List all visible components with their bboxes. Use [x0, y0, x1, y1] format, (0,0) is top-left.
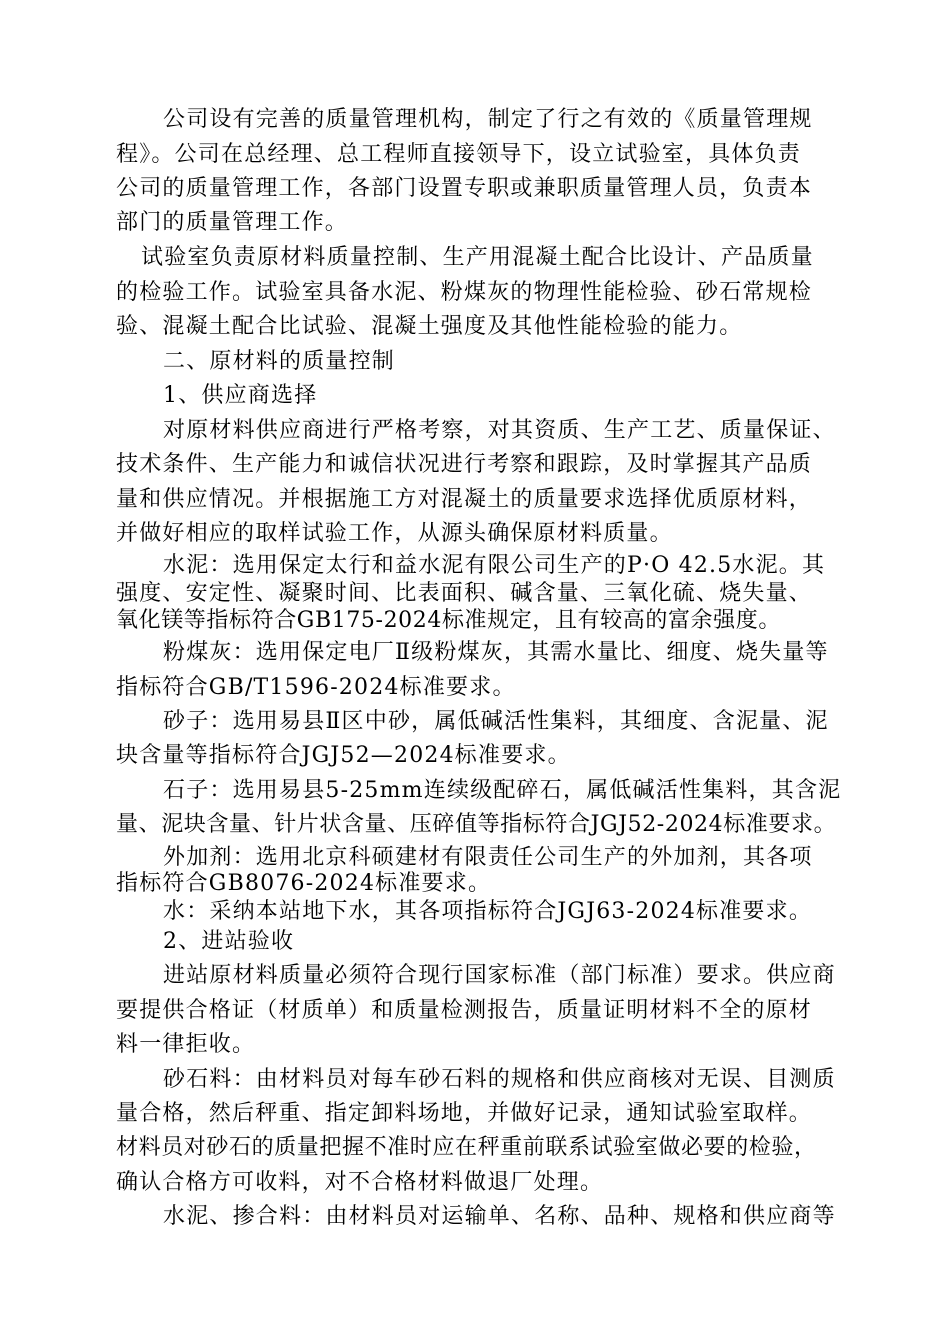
paragraph-line: 试验室负责原材料质量控制、生产用混凝土配合比设计、产品质量	[141, 245, 814, 270]
paragraph-line: 公司的质量管理工作，各部门设置专职或兼职质量管理人员，负责本	[116, 176, 813, 201]
paragraph-line: 料一律拒收。	[116, 1032, 256, 1057]
paragraph-line: 水：采纳本站地下水，其各项指标符合JGJ63-2024标准要求。	[163, 899, 813, 924]
paragraph-line: 材料员对砂石的质量把握不准时应在秤重前联系试验室做必要的检验，	[116, 1135, 817, 1160]
paragraph-line: 技术条件、生产能力和诚信状况进行考察和跟踪，及时掌握其产品质	[116, 452, 813, 477]
section-heading: 二、原材料的质量控制	[163, 349, 396, 374]
paragraph-line: 验、混凝土配合比试验、混凝土强度及其他性能检验的能力。	[116, 314, 743, 339]
paragraph-line: 公司设有完善的质量管理机构，制定了行之有效的《质量管理规	[163, 107, 813, 132]
paragraph-line: 部门的质量管理工作。	[116, 210, 349, 235]
paragraph-line: 砂子：选用易县Ⅱ区中砂，属低碱活性集料，其细度、含泥量、泥	[163, 709, 829, 734]
subsection-heading: 1、供应商选择	[163, 383, 318, 408]
paragraph-line: 水泥：选用保定太行和益水泥有限公司生产的P·O 42.5水泥。其	[163, 553, 826, 578]
paragraph-line: 氧化镁等指标符合GB175-2024标准规定，且有较高的富余强度。	[116, 608, 781, 633]
paragraph-line: 确认合格方可收料，对不合格材料做退厂处理。	[116, 1170, 604, 1195]
paragraph-line: 水泥、掺合料：由材料员对运输单、名称、品种、规格和供应商等	[163, 1204, 836, 1229]
paragraph-line: 的检验工作。试验室具备水泥、粉煤灰的物理性能检验、砂石常规检	[116, 280, 813, 305]
paragraph-line: 程》。公司在总经理、总工程师直接领导下，设立试验室，具体负责	[116, 142, 802, 167]
paragraph-line: 石子：选用易县5-25mm连续级配碎石，属低碱活性集料，其含泥	[163, 778, 842, 803]
paragraph-line: 砂石料：由材料员对每车砂石料的规格和供应商核对无误、目测质	[163, 1067, 836, 1092]
paragraph-line: 进站原材料质量必须符合现行国家标准（部门标准）要求。供应商	[163, 963, 836, 988]
subsection-heading: 2、进站验收	[163, 929, 295, 954]
paragraph-line: 外加剂：选用北京科硕建材有限责任公司生产的外加剂，其各项	[163, 845, 813, 870]
paragraph-line: 指标符合GB8076-2024标准要求。	[116, 871, 492, 896]
paragraph-line: 要提供合格证（材质单）和质量检测报告，质量证明材料不全的原材	[116, 998, 813, 1023]
paragraph-line: 对原材料供应商进行严格考察，对其资质、生产工艺、质量保证、	[163, 418, 836, 443]
paragraph-line: 粉煤灰：选用保定电厂Ⅱ级粉煤灰，其需水量比、细度、烧失量等	[163, 640, 829, 665]
paragraph-line: 量和供应情况。并根据施工方对混凝土的质量要求选择优质原材料，	[116, 487, 813, 512]
paragraph-line: 指标符合GB/T1596-2024标准要求。	[116, 675, 516, 700]
paragraph-line: 量、泥块含量、针片状含量、压碎值等指标符合JGJ52-2024标准要求。	[116, 812, 837, 837]
paragraph-line: 块含量等指标符合JGJ52—2024标准要求。	[116, 743, 571, 768]
paragraph-line: 量合格，然后秤重、指定卸料场地，并做好记录，通知试验室取样。	[116, 1101, 813, 1126]
paragraph-line: 强度、安定性、凝聚时间、比表面积、碱含量、三氧化硫、烧失量、	[116, 581, 813, 606]
paragraph-line: 并做好相应的取样试验工作，从源头确保原材料质量。	[116, 521, 673, 546]
